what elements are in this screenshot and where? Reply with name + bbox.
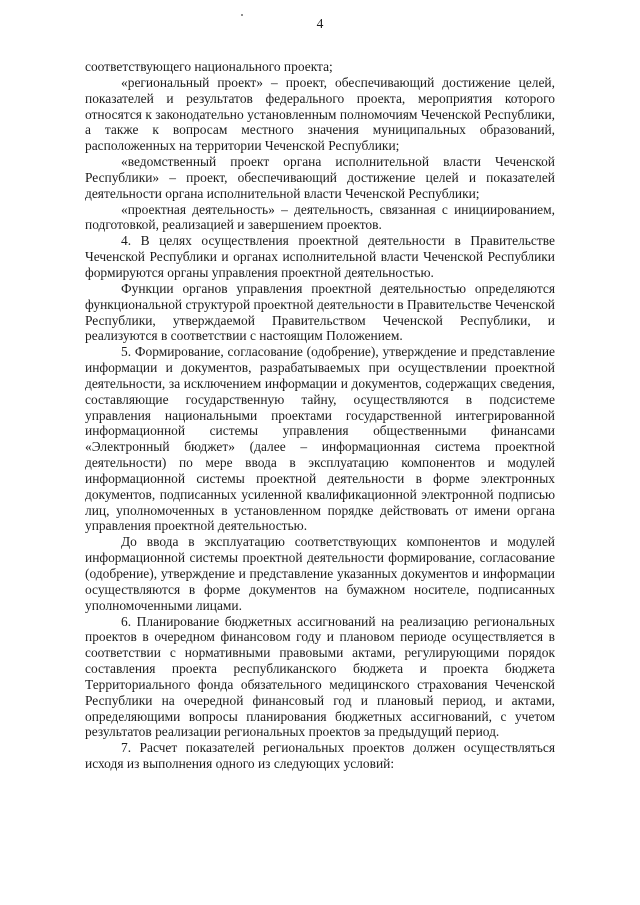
paragraph: «проектная деятельность» – деятельность, связанная с инициированием, подготовкой, реализацией и завершением проектов. (85, 201, 555, 233)
paragraph: 6. Планирование бюджетных ассигнований на реализацию региональных проектов в очередном финансовом году и плановом периоде осуществляется в соответствии с нормативными правовыми актами, регулирующими порядок составления проекта республиканского бюджета и проекта бюджета Территориального фонда обязательного медицинского страхования Чеченской Республики на очередной финансовый год и плановый период, и актами, определяющими вопросы планирования бюджетных ассигнований, с учетом результатов реализации региональных проектов за предыдущий период. (85, 613, 555, 740)
paragraph: «ведомственный проект органа исполнительной власти Чеченской Республики» – проект, обеспечивающий достижение целей и показателей деятельности органа исполнительной власти Чеченской Республики; (85, 154, 555, 201)
paragraph: соответствующего национального проекта; (85, 59, 333, 74)
paragraph: 4. В целях осуществления проектной деятельности в Правительстве Чеченской Республики и органах исполнительной власти Чеченской Республики формируются органы управления проектной деятельностью. (85, 233, 555, 280)
page-number: 4 (316, 16, 324, 31)
paragraph: Функции органов управления проектной деятельностью определяются функциональной структурой проектной деятельности в Правительстве Чеченской Республики, утверждаемой Правительством Чеченской Республики, и реализуются в соответствии с настоящим Положением. (85, 280, 555, 344)
paragraph: До ввода в эксплуатацию соответствующих компонентов и модулей информационной системы проектной деятельности формирование, согласование (одобрение), утверждение и представление указанных документов и информации осуществляются в форме документов на бумажном носителе, подписанных уполномоченными лицами. (85, 534, 555, 613)
paragraph: 7. Расчет показателей региональных проектов должен осуществляться исходя из выполнения одного из следующих условий: (85, 740, 555, 772)
document-body (85, 59, 555, 772)
paragraph: «региональный проект» – проект, обеспечивающий достижение целей, показателей и результатов федерального проекта, мероприятия которого относятся к законодательно установленным полномочиям Чеченской Республики, а также к вопросам местного значения муниципальных образований, расположенных на территории Чеченской Республики; (85, 74, 555, 154)
paragraph: 5. Формирование, согласование (одобрение), утверждение и представление информации и документов, разрабатываемых при осуществлении проектной деятельности, за исключением информации и документов, содержащих сведения, составляющие государственную тайну, осуществляются в подсистеме управления национальными проектами государственной интегрированной информационной системы управления общественными финансами «Электронный бюджет» (далее – информационная система проектной деятельности) по мере ввода в эксплуатацию компонентов и модулей информационной системы проектной деятельности в форме электронных документов, подписанных усиленной квалификационной электронной подписью лиц, уполномоченных в установленном порядке действовать от имени органа управления проектной деятельностью. (85, 344, 555, 534)
